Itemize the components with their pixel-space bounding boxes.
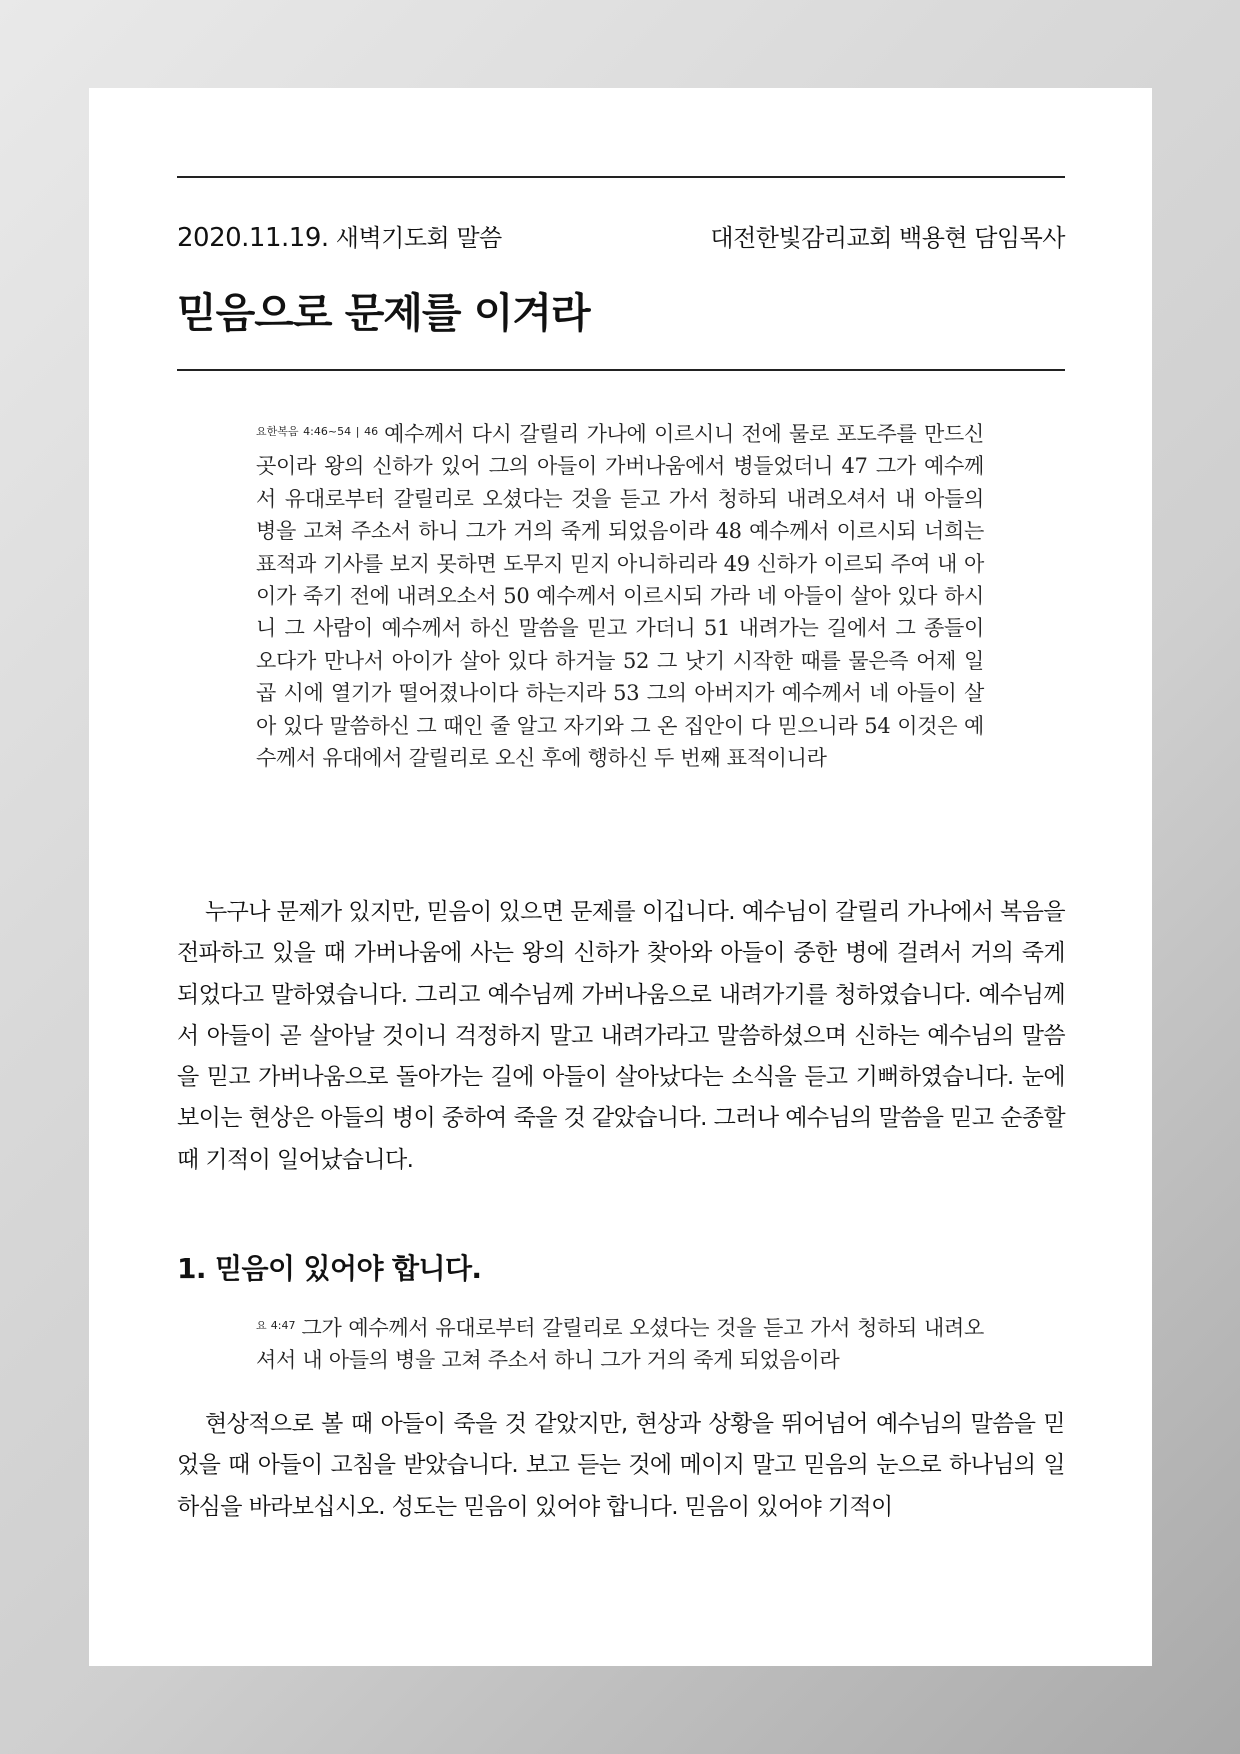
main-scripture-passage	[256, 416, 984, 774]
section-1-paragraph: 현상적으로 볼 때 아들이 죽을 것 같았지만, 현상과 상황을 뛰어넘어 예수님의 말씀을 믿었을 때 아들이 고침을 받았습니다. 보고 듣는 것에 메이지 말고 믿음의 눈으로 하나님의 일 하심을 바라보십시오. 성도는 믿음이 있어야 합니다. 믿음이 있어야 기적이	[177, 1411, 1065, 1520]
intro-paragraph: 누구나 문제가 있지만, 믿음이 있으면 문제를 이깁니다. 예수님이 갈릴리 가나에서 복음을 전파하고 있을 때 가버나움에 사는 왕의 신하가 찾아와 아들이 중한 병에 걸려서 거의 죽게 되었다고 말하였습니다. 그리고 예수님께 가버나움으로 내려가기를 청하였습니다. 예수님께서 아들이 곧 살아날 것이니 걱정하지 말고 내려가라고 말씀하셨으며 신하는 예수님의 말씀을 믿고 가버나움으로 돌아가는 길에 아들이 살아났다는 소식을 듣고 기뻐하였습니다. 눈에 보이는 현상은 아들의 병이 중하여 죽을 것 같았습니다. 그러나 예수님의 말씀을 믿고 순종할 때 기적이 일어났습니다.	[177, 899, 1065, 1173]
main-scripture-text: 예수께서 다시 갈릴리 가나에 이르시니 전에 물로 포도주를 만드신 곳이라 왕의 신하가 있어 그의 아들이 가버나움에서 병들었더니 47 그가 예수께서 유대로부터 갈릴리로 오셨다는 것을 듣고 가서 청하되 내려오셔서 내 아들의 병을 고쳐 주소서 하니 그가 거의 죽게 되었음이라 48 예수께서 이르시되 너희는 표적과 기사를 보지 못하면 도무지 믿지 아니하리라 49 신하가 이르되 주여 내 아이가 죽기 전에 내려오소서 50 예수께서 이르시되 가라 네 아들이 살아 있다 하시니 그 사람이 예수께서 하신 말씀을 믿고 가더니 51 내려가는 길에서 그 종들이 오다가 만나서 아이가 살아 있다 하거늘 52 그 낫기 시작한 때를 물은즉 어제 일곱 시에 열기가 떨어졌나이다 하는지라 53 그의 아버지가 예수께서 네 아들이 살아 있다 말씀하신 그 때인 줄 알고 자기와 그 온 집안이 다 믿으니라 54 이것은 예수께서 유대에서 갈릴리로 오신 후에 행하신 두 번째 표적이니라	[256, 422, 984, 771]
document-page	[89, 88, 1152, 1666]
section-1-scripture-text: 그가 예수께서 유대로부터 갈릴리로 오셨다는 것을 듣고 가서 청하되 내려오셔서 내 아들의 병을 고쳐 주소서 하니 그가 거의 죽게 되었음이라	[256, 1316, 984, 1373]
church-name: 대전한빛감리교회	[710, 224, 892, 252]
sermon-title: 믿음으로 문제를 이겨라	[177, 289, 590, 337]
sermon-date: 2020.11.19.	[177, 223, 329, 253]
church-pastor-line	[710, 218, 1065, 253]
section-1-scripture	[256, 1310, 984, 1377]
service-name: 새벽기도회 말씀	[335, 224, 502, 252]
pastor-title: 담임목사	[974, 224, 1065, 252]
sermon-date-line	[177, 218, 502, 253]
section-1-heading: 1. 믿음이 있어야 합니다.	[177, 1252, 482, 1285]
header-bottom-rule	[177, 369, 1065, 371]
section-1-scripture-reference: 요 4:47	[256, 1319, 296, 1332]
header-top-rule	[177, 176, 1065, 178]
pastor-name: 백용현	[899, 224, 968, 252]
main-scripture-reference: 요한복음 4:46~54 | 46	[256, 425, 379, 438]
